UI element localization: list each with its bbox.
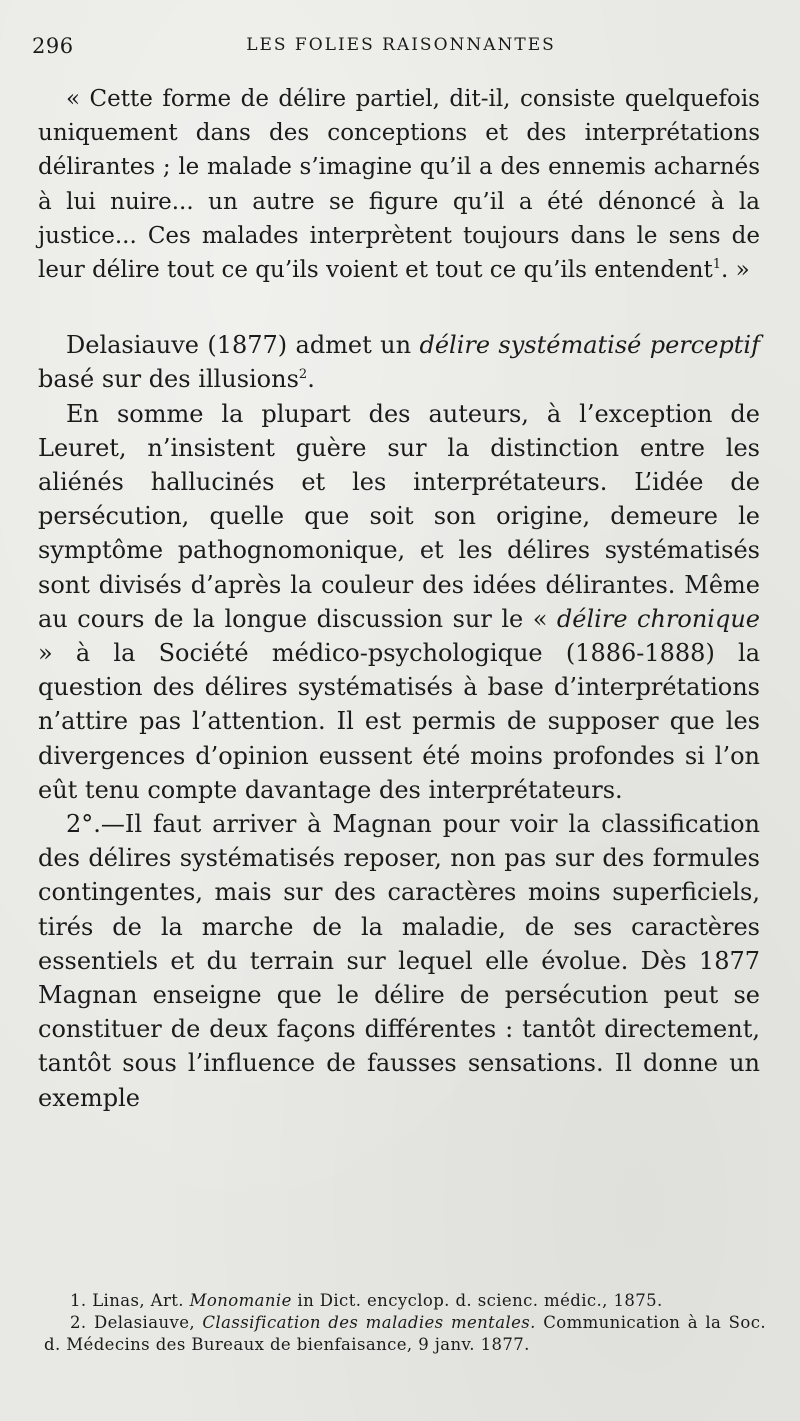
footnote-1: [44, 1290, 766, 1312]
footnote-italic: Monomanie: [189, 1291, 292, 1310]
page-header: [32, 34, 770, 66]
paragraph-gap: [38, 287, 760, 328]
running-head: LES FOLIES RAISONNANTES: [246, 35, 556, 55]
quotation-paragraph: [38, 82, 760, 287]
footnote-text: Communication à la Soc. d. Médecins des Bureaux de bienfaisance, 9 janv. 1877.: [44, 1313, 767, 1354]
page-body: [38, 82, 760, 1115]
paragraph-text: basé sur des illusions: [38, 365, 299, 394]
footnote-number: 1.: [70, 1291, 87, 1310]
footnote-number: 2.: [70, 1313, 87, 1332]
italic-term: délire chronique: [556, 604, 761, 633]
footnote-italic: Classification des maladies mentales.: [202, 1313, 536, 1332]
footnote-ref-1: 1: [712, 257, 722, 273]
quotation-text: « Cette forme de délire partiel, dit-il, consiste quelquefois uniquement dans des conceptions et des interprétations délirantes ; le malade s’imagine qu’il a des ennemis acharnés à lui nuire... un autre se figure qu’il a été dénoncé à la justice... Ces malades interprètent toujours dans le sens de leur délire tout ce qu’ils voient et tout ce qu’ils entendent: [38, 86, 760, 284]
paragraph-text: 2°.—Il faut arriver à Magnan pour voir la classification des délires systématisés reposer, non pas sur des formules contingentes, mais sur des caractères moins superficiels, tirés de la marche de la maladie, de ses caractères essentiels et du terrain sur lequel elle évolue. Dès 1877 Magnan enseigne que le délire de persécution peut se constituer de deux façons différentes : tantôt directement, tantôt sous l’influence de fausses sensations. Il donne un exemple: [38, 810, 760, 1112]
page-number: 296: [32, 34, 74, 58]
paragraph-text: » à la Société médico-psychologique (1886-1888) la question des délires systématisés à base d’interprétations n’attire pas l’attention. Il est permis de supposer que les divergences d’opinion eussent été moins profondes si l’on eût tenu compte davantage des interprétateurs.: [38, 639, 760, 804]
paragraph-delasiauve: [38, 328, 760, 396]
footnote-text: Delasiauve,: [93, 1313, 203, 1332]
footnote-ref-2: 2: [298, 367, 308, 383]
paragraph-text: En somme la plupart des auteurs, à l’exception de Leuret, n’insistent guère sur la distinction entre les aliénés hallucinés et les interprétateurs. L’idée de persécution, quelle que soit son origine, demeure le symptôme pathognomonique, et les délires systématisés sont divisés d’après la couleur des idées délirantes. Même au cours de la longue discussion sur le «: [38, 399, 760, 633]
footnote-text: Linas, Art.: [92, 1291, 190, 1310]
footnote-2: [44, 1312, 766, 1356]
footnote-text: in Dict. encyclop. d. scienc. médic., 1875.: [291, 1291, 663, 1310]
footnotes: [44, 1290, 766, 1356]
paragraph-magnan: [38, 807, 760, 1115]
italic-term: délire systématisé perceptif: [419, 331, 760, 360]
paragraph-closing: .: [307, 365, 315, 394]
paragraph-en-somme: [38, 397, 760, 807]
quotation-closing: . »: [721, 257, 750, 284]
paragraph-text: Delasiauve (1877) admet un: [66, 331, 420, 360]
